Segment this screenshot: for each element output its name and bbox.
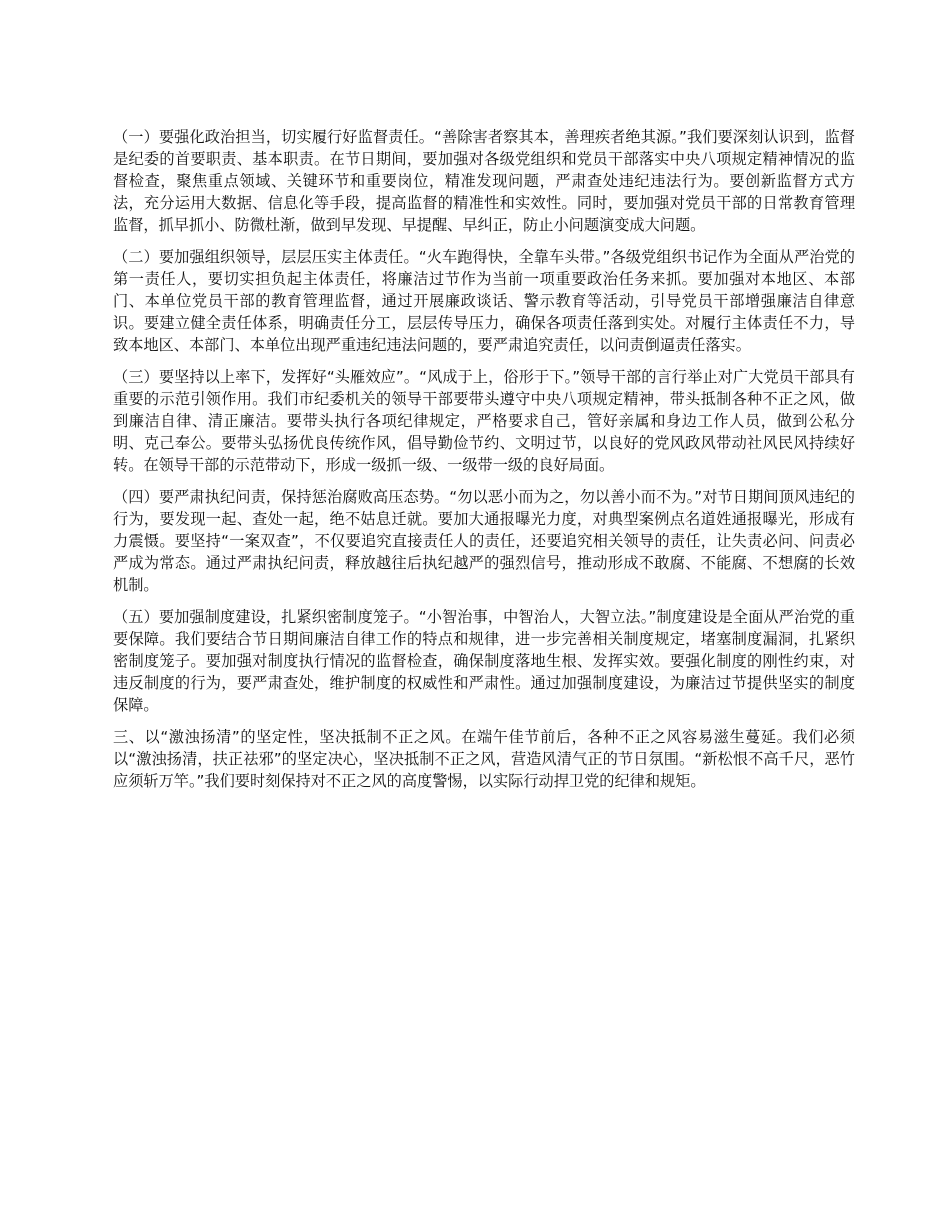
paragraph-discipline-accountability: （四）要严肃执纪问责，保持惩治腐败高压态势。“勿以恶小而为之，勿以善小而不为。”对节日期间顶风违纪的行为，要发现一起、查处一起，绝不姑息迁就。要加大通报曝光力度，对典型案例点名道姓通报曝光，形成有力震慑。要坚持“一案双查”，不仅要追究直接责任人的责任，还要追究相关领导的责任，让失责必问、问责必严成为常态。通过严肃执纪问责，释放越往后执纪越严的强烈信号，推动形成不敢腐、不能腐、不想腐的长效机制。 (113, 488, 855, 594)
paragraph-resist-unhealthy-practices: 三、以“激浊扬清”的坚定性，坚决抵制不正之风。在端午佳节前后，各种不正之风容易滋生蔓延。我们必须以“激浊扬清，扶正祛邪”的坚定决心，坚决抵制不正之风，营造风清气正的节日氛围。“新松恨不高千尺，恶竹应须斩万竿。”我们要时刻保持对不正之风的高度警惕，以实际行动捍卫党的纪律和规矩。 (113, 728, 855, 790)
document-body (113, 126, 855, 802)
paragraph-organizational-leadership: （二）要加强组织领导，层层压实主体责任。“火车跑得快，全靠车头带。”各级党组织书记作为全面从严治党的第一责任人，要切实担负起主体责任，将廉洁过节作为当前一项重要政治任务来抓。要加强对本地区、本部门、本单位党员干部的教育管理监督，通过开展廉政谈话、警示教育等活动，引导党员干部增强廉洁自律意识。要建立健全责任体系，明确责任分工，层层传导压力，确保各项责任落到实处。对履行主体责任不力，导致本地区、本部门、本单位出现严重违纪违法问题的，要严肃追究责任，以问责倒逼责任落实。 (113, 248, 855, 354)
paragraph-leading-by-example: （三）要坚持以上率下，发挥好“头雁效应”。“风成于上，俗形于下。”领导干部的言行举止对广大党员干部具有重要的示范引领作用。我们市纪委机关的领导干部要带头遵守中央八项规定精神，带头抵制各种不正之风，做到廉洁自律、清正廉洁。要带头执行各项纪律规定，严格要求自己，管好亲属和身边工作人员，做到公私分明、克己奉公。要带头弘扬优良传统作风，倡导勤俭节约、文明过节，以良好的党风政风带动社风民风持续好转。在领导干部的示范带动下，形成一级抓一级、一级带一级的良好局面。 (113, 368, 855, 474)
paragraph-supervision-responsibility: （一）要强化政治担当，切实履行好监督责任。“善除害者察其本，善理疾者绝其源。”我们要深刻认识到，监督是纪委的首要职责、基本职责。在节日期间，要加强对各级党组织和党员干部落实中央八项规定精神情况的监督检查，聚焦重点领域、关键环节和重要岗位，精准发现问题，严肃查处违纪违法行为。要创新监督方式方法，充分运用大数据、信息化等手段，提高监督的精准性和实效性。同时，要加强对党员干部的日常教育管理监督，抓早抓小、防微杜渐，做到早发现、早提醒、早纠正，防止小问题演变成大问题。 (113, 128, 855, 234)
paragraph-institutional-building: （五）要加强制度建设，扎紧织密制度笼子。“小智治事，中智治人，大智立法。”制度建设是全面从严治党的重要保障。我们要结合节日期间廉洁自律工作的特点和规律，进一步完善相关制度规定，堵塞制度漏洞，扎紧织密制度笼子。要加强对制度执行情况的监督检查，确保制度落地生根、发挥实效。要强化制度的刚性约束，对违反制度的行为，要严肃查处，维护制度的权威性和严肃性。通过加强制度建设，为廉洁过节提供坚实的制度保障。 (113, 608, 855, 714)
